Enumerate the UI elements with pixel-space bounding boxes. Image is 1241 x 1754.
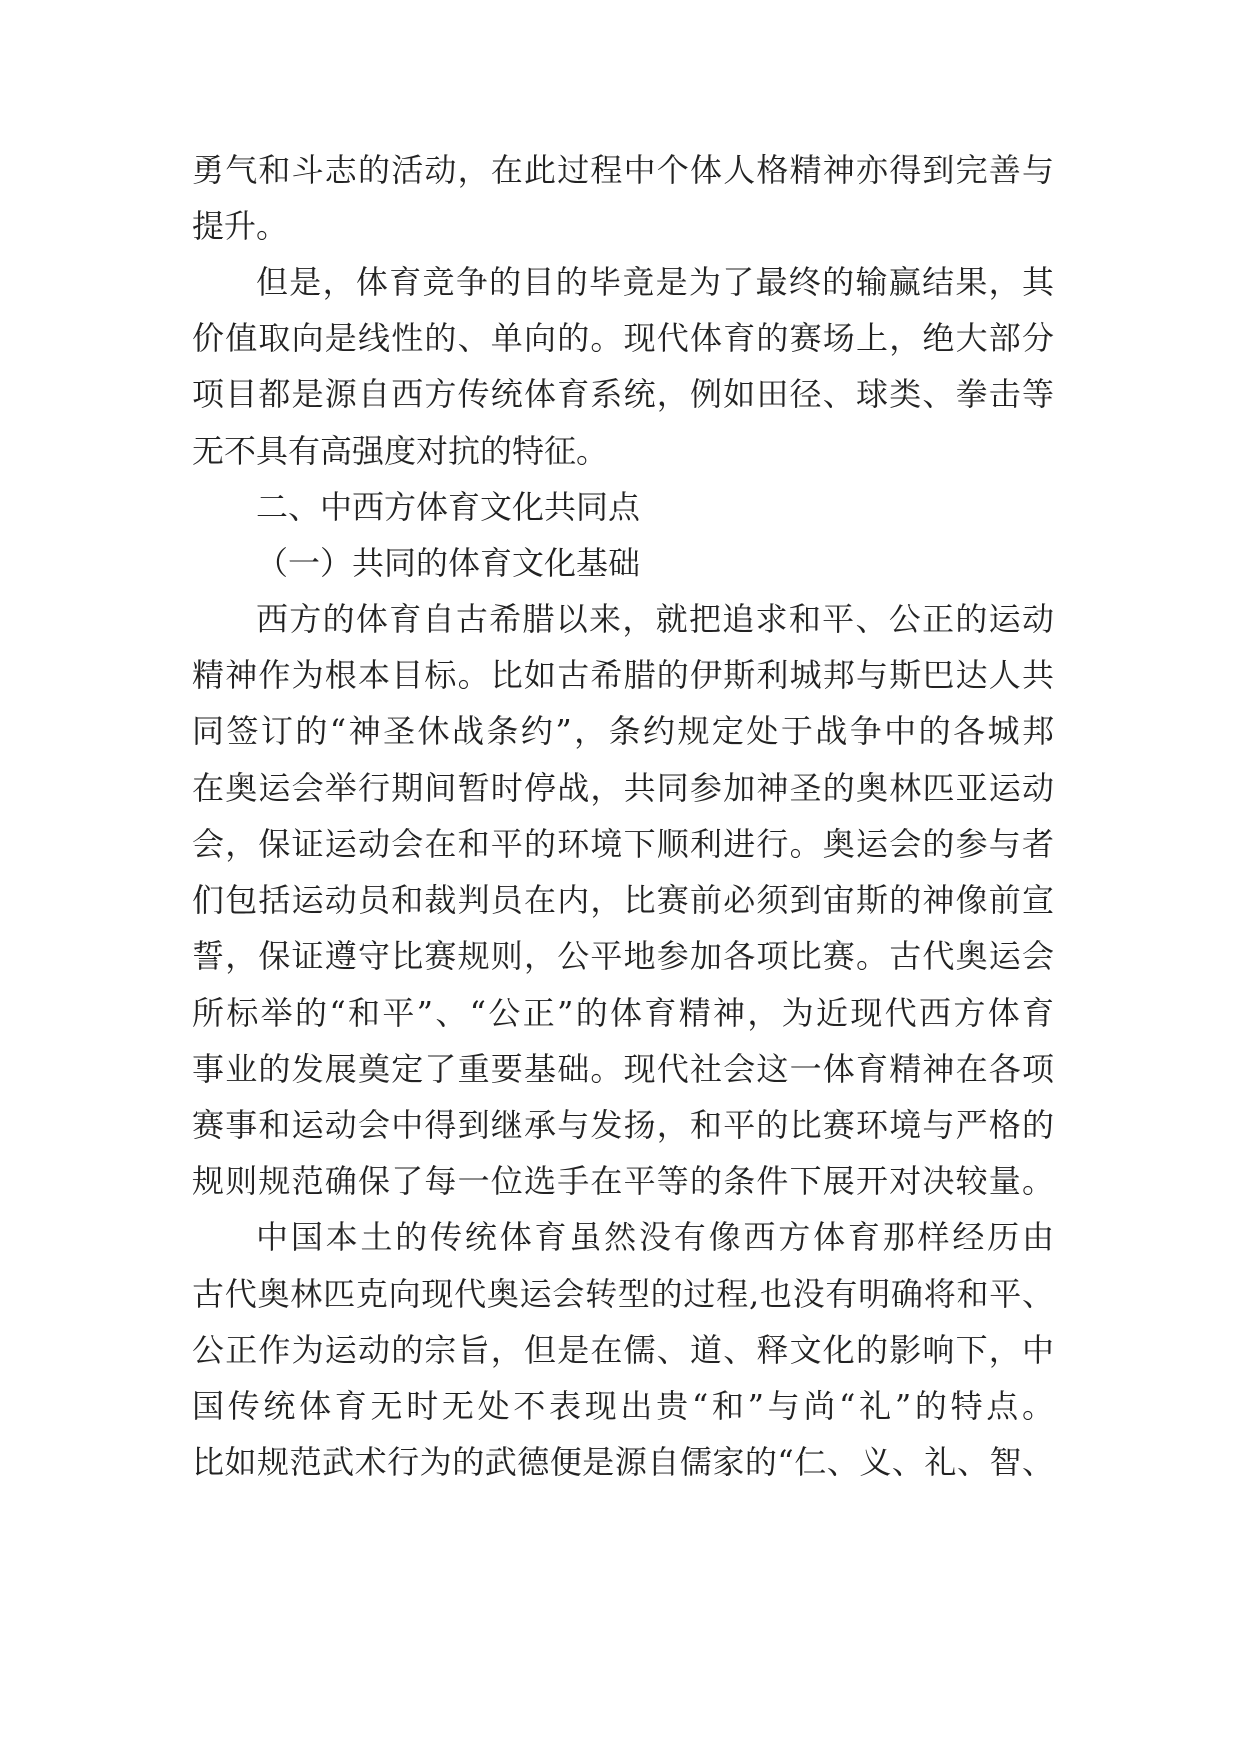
text-line: 勇气和斗志的活动，在此过程中个体人格精神亦得到完善与 <box>192 151 1054 189</box>
text-line: 价值取向是线性的、单向的。现代体育的赛场上，绝大部分 <box>192 319 1054 357</box>
text-line: 公正作为运动的宗旨，但是在儒、道、释文化的影响下，中 <box>192 1331 1054 1369</box>
text-line: 赛事和运动会中得到继承与发扬，和平的比赛环境与严格的 <box>192 1106 1054 1144</box>
text-line: 会，保证运动会在和平的环境下顺利进行。奥运会的参与者 <box>192 825 1054 863</box>
text-line: 中国本土的传统体育虽然没有像西方体育那样经历由 <box>256 1218 1054 1256</box>
text-line: 但是，体育竞争的目的毕竟是为了最终的输赢结果，其 <box>256 263 1054 301</box>
text-line: 规则规范确保了每一位选手在平等的条件下展开对决较量。 <box>192 1162 1054 1200</box>
section-heading: 二、中西方体育文化共同点 <box>256 488 641 526</box>
text-line: 无不具有高强度对抗的特征。 <box>192 432 609 470</box>
text-line: 比如规范武术行为的武德便是源自儒家的“仁、义、礼、智、 <box>192 1443 1054 1481</box>
text-line: 提升。 <box>192 207 289 245</box>
text-line: 誓，保证遵守比赛规则，公平地参加各项比赛。古代奥运会 <box>192 937 1054 975</box>
text-line: 同签订的“神圣休战条约”，条约规定处于战争中的各城邦 <box>192 712 1054 750</box>
subsection-heading: （一）共同的体育文化基础 <box>256 544 641 582</box>
text-line: 所标举的“和平”、“公正”的体育精神，为近现代西方体育 <box>192 994 1054 1032</box>
text-line: 精神作为根本目标。比如古希腊的伊斯利城邦与斯巴达人共 <box>192 656 1054 694</box>
text-line: 们包括运动员和裁判员在内，比赛前必须到宙斯的神像前宣 <box>192 881 1054 919</box>
text-line: 古代奥林匹克向现代奥运会转型的过程,也没有明确将和平、 <box>192 1275 1054 1313</box>
text-line: 西方的体育自古希腊以来，就把追求和平、公正的运动 <box>256 600 1054 638</box>
text-line: 项目都是源自西方传统体育系统，例如田径、球类、拳击等 <box>192 375 1054 413</box>
text-line: 事业的发展奠定了重要基础。现代社会这一体育精神在各项 <box>192 1050 1054 1088</box>
text-line: 国传统体育无时无处不表现出贵“和”与尚“礼”的特点。 <box>192 1387 1054 1425</box>
text-line: 在奥运会举行期间暂时停战，共同参加神圣的奥林匹亚运动 <box>192 769 1054 807</box>
